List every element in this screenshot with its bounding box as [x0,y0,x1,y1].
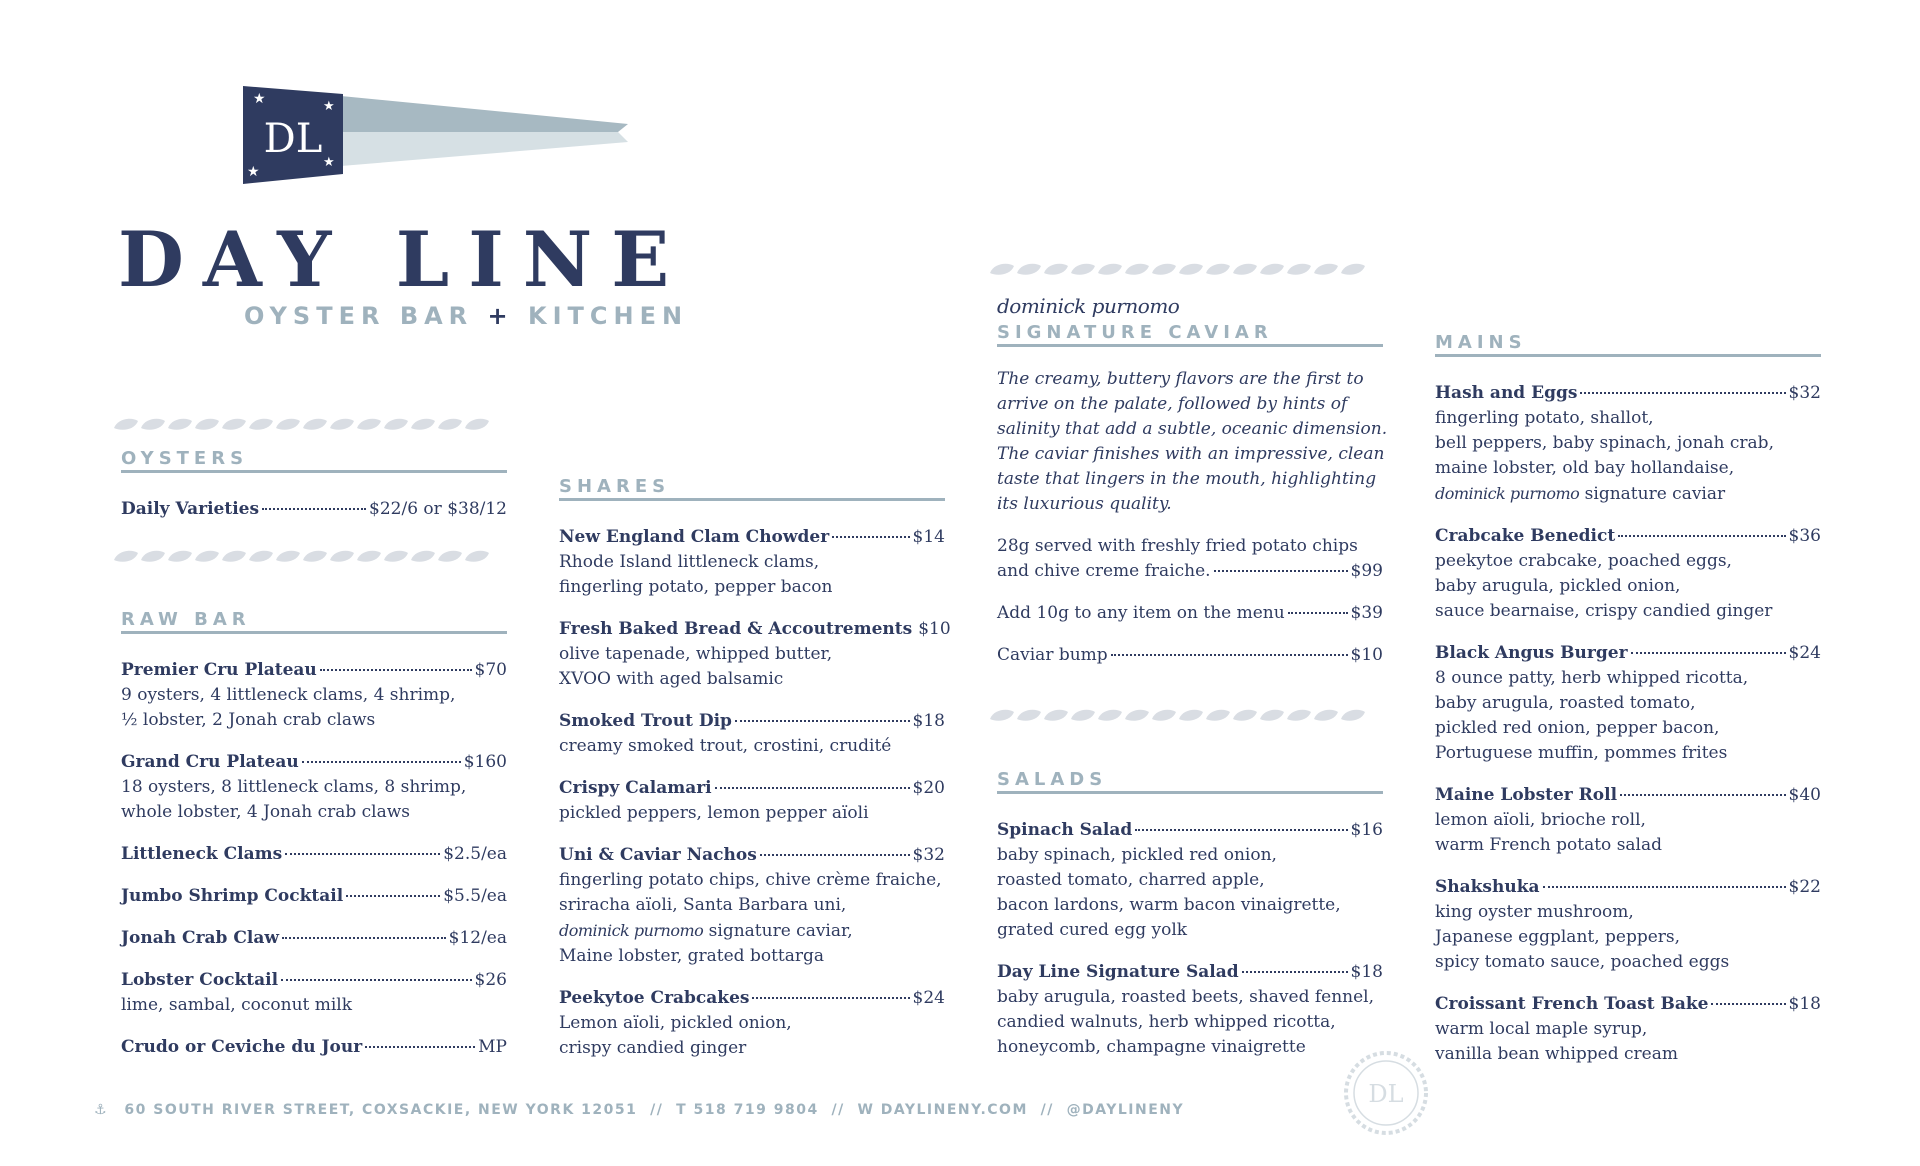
menu-item-row [121,750,507,775]
menu-item-name: Jonah Crab Claw [121,928,279,948]
menu-item-desc: ½ lobster, 2 Jonah crab claws [121,710,376,730]
menu-item-desc [1435,481,1821,507]
caviar-intro-line: The creamy, buttery flavors are the first to [997,369,1364,389]
dot-leader [1620,794,1785,796]
dot-leader [1242,971,1348,973]
menu-item-desc: pickled peppers, lemon pepper aïoli [559,803,869,823]
menu-item-name: Daily Varieties [121,499,260,519]
caviar-intro-line: its luxurious quality. [997,494,1172,514]
menu-item-row [1435,381,1821,406]
menu-item-row [559,843,945,868]
menu-item-desc [559,918,945,944]
menu-item-row [121,1035,507,1060]
menu-item-row [559,776,945,801]
dot-leader [832,536,909,538]
footer-sep: // [1040,1102,1054,1118]
menu-item-price: $22/6 or $38/12 [369,499,507,519]
menu-item-price: $5.5/ea [443,886,507,906]
menu-item-desc: lime, sambal, coconut milk [121,995,353,1015]
menu-item-name: Crispy Calamari [559,778,712,798]
menu-item-desc: warm local maple syrup, [1435,1019,1648,1039]
section-title-mains: MAINS [1435,334,1821,357]
caviar-serve-line: 28g served with freshly fried potato chips [997,536,1358,556]
menu-item-price: $20 [912,778,945,798]
dot-leader [760,854,910,856]
menu-item-name: Crudo or Ceviche du Jour [121,1037,363,1057]
menu-item-price: $14 [912,527,945,547]
footer-address: 60 SOUTH RIVER STREET, COXSACKIE, NEW YORK 12051 [124,1102,638,1118]
raw-bar-section [121,611,507,1060]
menu-item-row [1435,524,1821,549]
menu-item-desc: peekytoe crabcake, poached eggs, [1435,551,1732,571]
dot-leader [1580,392,1785,394]
footer-sep: // [831,1102,845,1118]
menu-item [121,750,507,825]
menu-item-desc: fingerling potato chips, chive crème fraiche, [559,870,942,890]
menu-item-desc: roasted tomato, charred apple, [997,870,1265,890]
menu-item-desc: pickled red onion, pepper bacon, [1435,718,1720,738]
rope-divider [112,548,516,564]
menu-item-desc: whole lobster, 4 Jonah crab claws [121,802,411,822]
menu-item-price: $12/ea [448,928,507,948]
dot-leader [1111,654,1348,656]
menu-item-desc: fingerling potato, shallot, [1435,408,1654,428]
dot-leader [752,997,909,999]
menu-item-desc: 8 ounce patty, herb whipped ricotta, [1435,668,1749,688]
menu-item-desc: lemon aïoli, brioche roll, [1435,810,1646,830]
menu-item-desc: crispy candied ginger [559,1038,747,1058]
menu-item-desc: spicy tomato sauce, poached eggs [1435,952,1730,972]
menu-item-desc: Portuguese muffin, pommes frites [1435,743,1728,763]
menu-item-desc: Lemon aïoli, pickled onion, [559,1013,792,1033]
caviar-addon-name: Add 10g to any item on the menu [997,603,1285,623]
menu-item-name: Peekytoe Crabcakes [559,988,750,1008]
menu-item-desc: baby spinach, pickled red onion, [997,845,1277,865]
menu-item-price: $18 [912,711,945,731]
menu-item-row [1435,875,1821,900]
menu-item-price: MP [478,1037,507,1057]
menu-item-row [1435,783,1821,808]
svg-text:★: ★ [323,99,335,114]
menu-item-row [997,960,1383,985]
caviar-addon [997,601,1383,626]
menu-item-row [121,842,507,867]
menu-item [121,497,507,522]
menu-item-price: $24 [912,988,945,1008]
menu-item-name: Fresh Baked Bread & Accoutrements [559,619,913,639]
dot-leader [1711,1003,1785,1005]
menu-item-name: New England Clam Chowder [559,527,830,547]
menu-item-price: $36 [1788,526,1821,546]
menu-item [559,776,945,826]
subtitle-left: OYSTER BAR [244,302,474,330]
menu-item [559,617,951,692]
caviar-bump [997,643,1383,668]
dot-leader [1631,652,1786,654]
menu-item-name: Black Angus Burger [1435,643,1628,663]
menu-item [997,960,1383,1060]
menu-item-desc: honeycomb, champagne vinaigrette [997,1037,1306,1057]
menu-item-desc: baby arugula, pickled onion, [1435,576,1681,596]
rope-divider [988,707,1392,723]
menu-item [559,843,945,969]
menu-item [559,709,945,759]
seal-monogram: DL [1368,1080,1404,1108]
dot-leader [735,720,910,722]
shares-list [559,525,951,1061]
caviar-bump-name: Caviar bump [997,645,1108,665]
menu-item [1435,875,1821,975]
menu-item-name: Grand Cru Plateau [121,752,299,772]
caviar-intro-line: arrive on the palate, followed by hints of [997,394,1348,414]
menu-item [121,926,507,951]
script-signature: dominick purnomo [1435,484,1580,503]
caviar-serve-price: $99 [1350,561,1383,581]
menu-item-desc-suffix: signature caviar, [708,921,853,941]
menu-item-price: $18 [1788,994,1821,1014]
brand-wordmark: DAY LINE [118,215,689,304]
script-signature: dominick purnomo [559,921,704,940]
menu-item-name: Spinach Salad [997,820,1133,840]
menu-item [121,842,507,867]
footer-phone: T 518 719 9804 [676,1102,819,1118]
menu-item-price: $10 [918,619,951,639]
rope-divider [112,416,516,432]
menu-item-name: Maine Lobster Roll [1435,785,1618,805]
menu-item-name: Crabcake Benedict [1435,526,1616,546]
menu-item-desc: bacon lardons, warm bacon vinaigrette, [997,895,1341,915]
footer-social[interactable]: @DAYLINENY [1066,1102,1185,1118]
menu-item-desc: Japanese eggplant, peppers, [1435,927,1681,947]
menu-item-price: $70 [474,660,507,680]
caviar-section [997,294,1388,668]
svg-text:★: ★ [247,164,260,180]
footer-contact [94,1102,1194,1118]
menu-item-desc: fingerling potato, pepper bacon [559,577,833,597]
menu-item-desc: 9 oysters, 4 littleneck clams, 4 shrimp, [121,685,456,705]
menu-item-desc: grated cured egg yolk [997,920,1188,940]
caviar-serving [997,534,1383,584]
section-title-oysters: OYSTERS [121,450,507,473]
script-signature: dominick purnomo [997,294,1180,318]
menu-item-row [121,658,507,683]
oysters-section [121,450,507,522]
dot-leader [302,761,461,763]
caviar-intro-line: salinity that add a subtle, oceanic dimension. [997,419,1388,439]
dot-leader [281,979,471,981]
menu-item-row [121,884,507,909]
dot-leader [262,508,366,510]
menu-item-desc: Maine lobster, grated bottarga [559,946,825,966]
dot-leader [282,937,446,939]
menu-item-row [121,968,507,993]
caviar-addon-price: $39 [1350,603,1383,623]
dot-leader [285,853,440,855]
menu-item-name: Smoked Trout Dip [559,711,732,731]
dot-leader [1135,829,1347,831]
menu-item-name: Lobster Cocktail [121,970,279,990]
svg-text:★: ★ [253,91,266,107]
dot-leader [320,669,472,671]
menu-item-price: $32 [912,845,945,865]
caviar-serve-line: and chive creme fraiche. [997,561,1211,581]
menu-item-name: Hash and Eggs [1435,383,1578,403]
dot-leader [346,895,440,897]
dot-leader [365,1046,475,1048]
shares-section [559,478,951,1061]
menu-item-name: Premier Cru Plateau [121,660,317,680]
dot-leader [1288,612,1348,614]
menu-item-name: Croissant French Toast Bake [1435,994,1709,1014]
menu-item-desc: XVOO with aged balsamic [559,669,784,689]
menu-item [1435,992,1821,1067]
menu-item-name: Shakshuka [1435,877,1540,897]
section-title-caviar: SIGNATURE CAVIAR [997,324,1383,347]
menu-item-row [121,497,507,522]
menu-item-desc: baby arugula, roasted beets, shaved fennel, [997,987,1375,1007]
menu-item-row [559,986,945,1011]
menu-item [559,525,945,600]
menu-item-row [559,709,945,734]
menu-item-desc: Rhode Island littleneck clams, [559,552,820,572]
oysters-list [121,497,507,522]
mains-section [1435,334,1821,1067]
rope-divider [988,261,1392,277]
dot-leader [715,787,910,789]
menu-item-desc: maine lobster, old bay hollandaise, [1435,458,1735,478]
dot-leader [1618,535,1785,537]
salads-list [997,818,1383,1060]
anchor-icon: ⚓ [94,1102,109,1118]
salads-section [997,771,1383,1060]
menu-item-price: $40 [1788,785,1821,805]
caviar-intro [997,367,1388,517]
footer-web[interactable]: W DAYLINENY.COM [857,1102,1028,1118]
menu-item-price: $16 [1350,820,1383,840]
menu-item-desc-suffix: signature caviar [1584,484,1726,504]
menu-item-row [559,617,951,642]
menu-item-name: Day Line Signature Salad [997,962,1239,982]
menu-item-price: $160 [463,752,507,772]
menu-item-desc: sriracha aïoli, Santa Barbara uni, [559,895,847,915]
menu-item-name: Littleneck Clams [121,844,283,864]
menu-item-row [559,525,945,550]
menu-item-desc: baby arugula, roasted tomato, [1435,693,1696,713]
menu-item-desc: 18 oysters, 8 littleneck clams, 8 shrimp, [121,777,467,797]
subtitle-plus: + [487,302,514,330]
menu-item-row [1435,992,1821,1017]
menu-item-name: Uni & Caviar Nachos [559,845,757,865]
menu-item-desc: olive tapenade, whipped butter, [559,644,833,664]
menu-item-price: $18 [1350,962,1383,982]
menu-item-desc: bell peppers, baby spinach, jonah crab, [1435,433,1774,453]
menu-item-desc: warm French potato salad [1435,835,1663,855]
section-title-raw-bar: RAW BAR [121,611,507,634]
menu-item-desc: king oyster mushroom, [1435,902,1634,922]
mains-list [1435,381,1821,1067]
menu-item-price: $24 [1788,643,1821,663]
footer-sep: // [650,1102,664,1118]
menu-item-price: $2.5/ea [443,844,507,864]
monogram-text: DL [263,116,323,162]
caviar-intro-line: The caviar finishes with an impressive, clean [997,444,1385,464]
dot-leader [1543,886,1786,888]
dot-leader [1214,570,1348,572]
subtitle-right: KITCHEN [528,302,689,330]
menu-item-price: $26 [474,970,507,990]
menu-item-name: Jumbo Shrimp Cocktail [121,886,344,906]
menu-item-price: $22 [1788,877,1821,897]
menu-item [1435,524,1821,624]
caviar-bump-price: $10 [1350,645,1383,665]
menu-item [1435,641,1821,766]
menu-item-row [1435,641,1821,666]
menu-item [121,968,507,1018]
menu-item-desc: creamy smoked trout, crostini, crudité [559,736,892,756]
svg-text:★: ★ [323,155,335,170]
menu-item [997,818,1383,943]
menu-item [1435,381,1821,507]
raw-bar-list [121,658,507,1060]
pennant-flag-logo [243,86,633,186]
menu-item-desc: candied walnuts, herb whipped ricotta, [997,1012,1336,1032]
menu-item [121,884,507,909]
brand-subtitle [244,302,689,330]
menu-item [121,658,507,733]
menu-item [121,1035,507,1060]
menu-item-row [121,926,507,951]
menu-item [1435,783,1821,858]
menu-item-row [997,818,1383,843]
caviar-intro-line: taste that lingers in the mouth, highlighting [997,469,1377,489]
menu-item-price: $32 [1788,383,1821,403]
menu-item-desc: sauce bearnaise, crispy candied ginger [1435,601,1773,621]
menu-item [559,986,945,1061]
monogram-seal-icon [1343,1050,1429,1136]
section-title-shares: SHARES [559,478,945,501]
section-title-salads: SALADS [997,771,1383,794]
menu-item-desc: vanilla bean whipped cream [1435,1044,1678,1064]
